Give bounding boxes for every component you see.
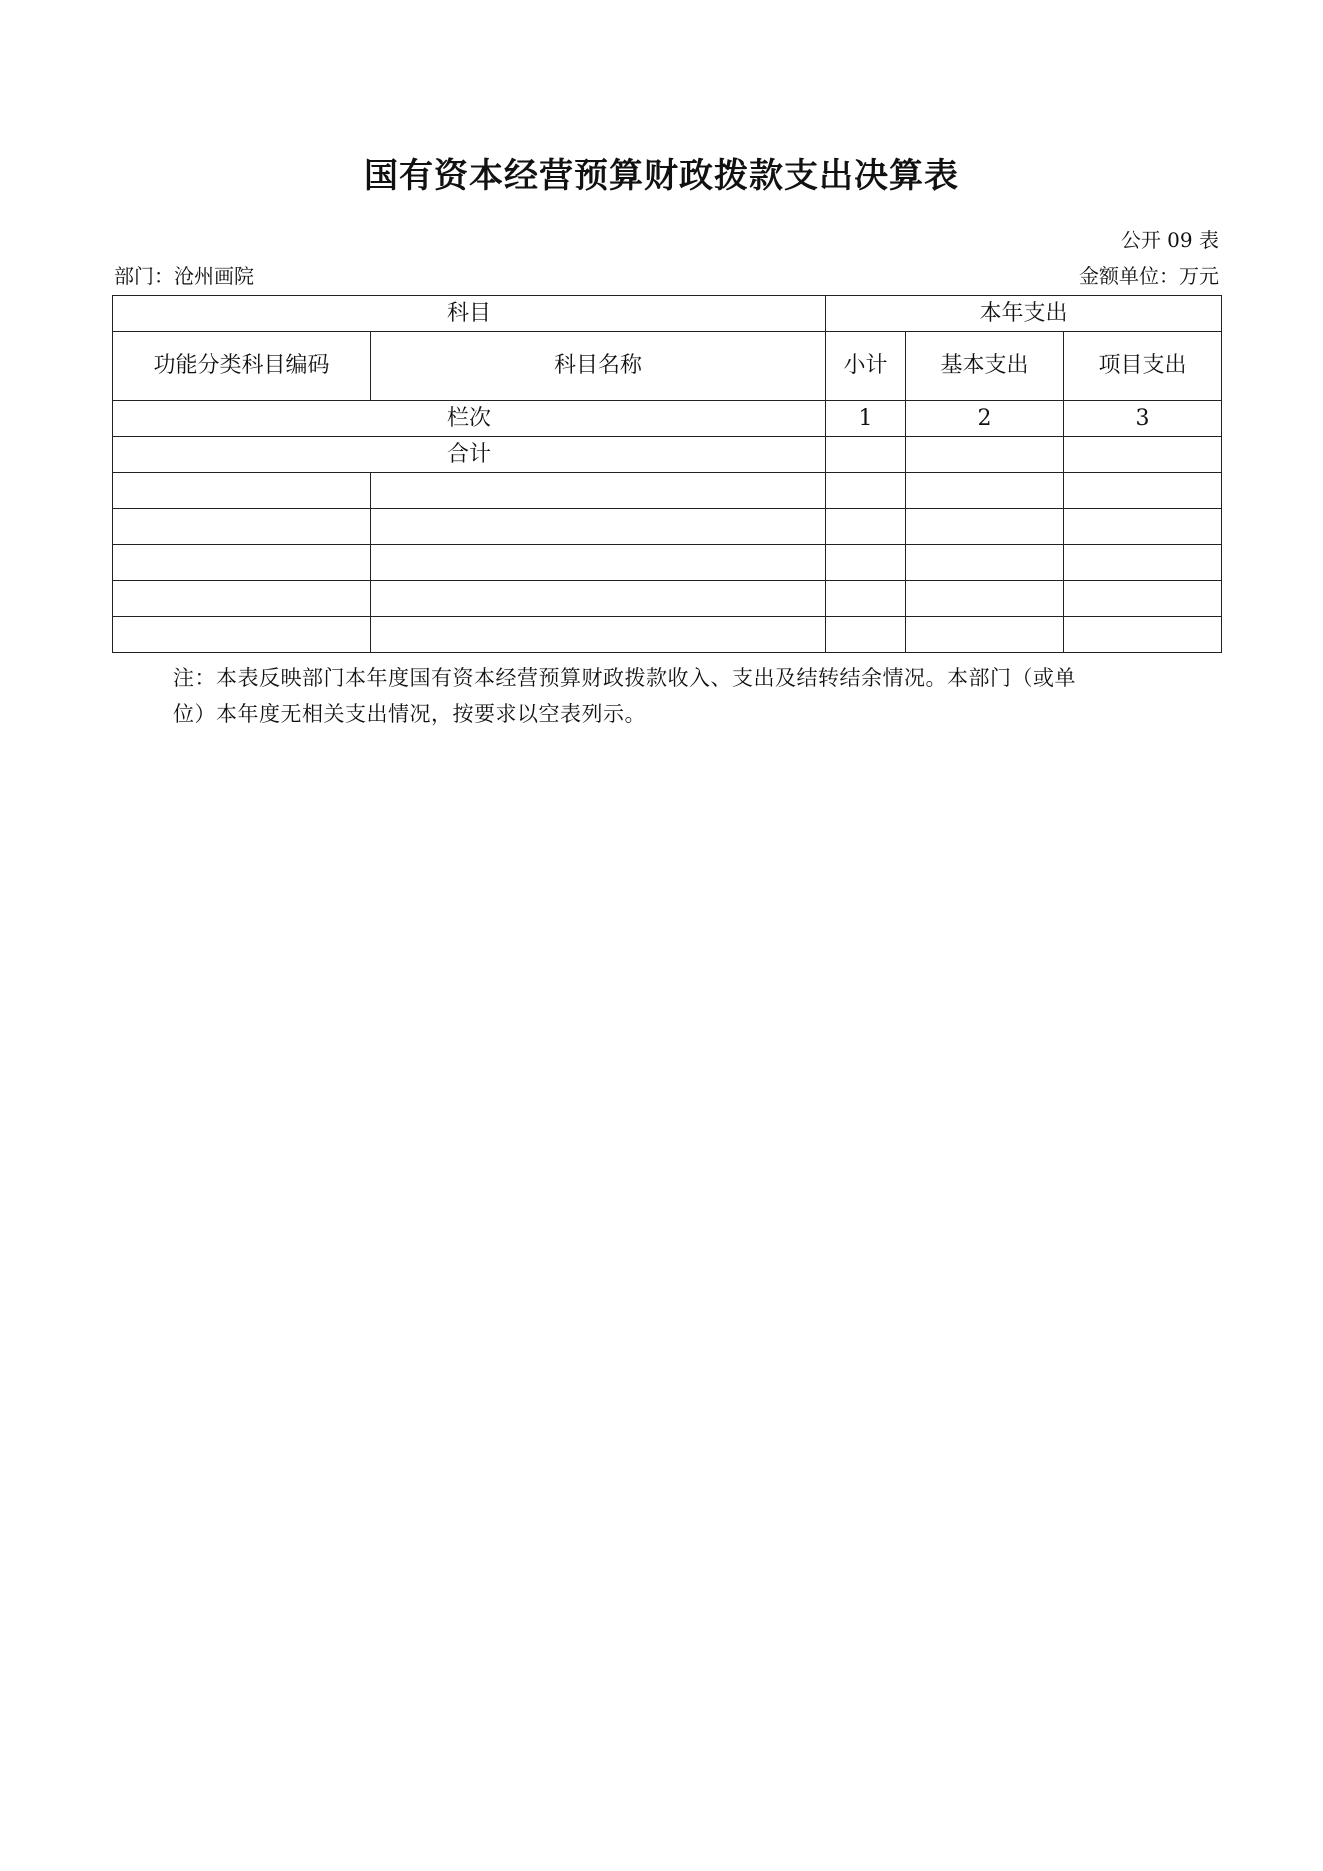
- col-header-name: 科目名称: [371, 332, 826, 401]
- cell-basic: [906, 473, 1064, 509]
- cell-project: [1064, 617, 1222, 653]
- col-header-basic: 基本支出: [906, 332, 1064, 401]
- column-index-1: 1: [826, 401, 906, 437]
- header-row-2: [113, 332, 1222, 401]
- cell-project: [1064, 473, 1222, 509]
- department-label: 部门：沧州画院: [114, 264, 254, 288]
- table-row: [113, 509, 1222, 545]
- cell-code: [113, 617, 371, 653]
- cell-project: [1064, 509, 1222, 545]
- total-subtotal-cell: [826, 437, 906, 473]
- cell-name: [371, 545, 826, 581]
- cell-code: [113, 473, 371, 509]
- cell-code: [113, 545, 371, 581]
- total-project-cell: [1064, 437, 1222, 473]
- note-line-2: 位）本年度无相关支出情况，按要求以空表列示。: [173, 702, 646, 726]
- cell-subtotal: [826, 545, 906, 581]
- column-index-3: 3: [1064, 401, 1222, 437]
- total-basic-cell: [906, 437, 1064, 473]
- column-index-2: 2: [906, 401, 1064, 437]
- page-title: 国有资本经营预算财政拨款支出决算表: [364, 156, 959, 196]
- cell-basic: [906, 545, 1064, 581]
- amount-unit-label: 金额单位：万元: [1079, 264, 1219, 288]
- col-header-code: 功能分类科目编码: [113, 332, 371, 401]
- column-index-row: [113, 401, 1222, 437]
- table-note: [173, 660, 1173, 732]
- table-row: [113, 545, 1222, 581]
- cell-name: [371, 581, 826, 617]
- table-row: [113, 617, 1222, 653]
- note-line-1: 注：本表反映部门本年度国有资本经营预算财政拨款收入、支出及结转结余情况。本部门（或单: [173, 666, 1076, 690]
- column-index-label: 栏次: [113, 401, 826, 437]
- cell-name: [371, 509, 826, 545]
- cell-basic: [906, 581, 1064, 617]
- header-subject: 科目: [113, 296, 826, 332]
- cell-basic: [906, 617, 1064, 653]
- cell-name: [371, 473, 826, 509]
- table-row: [113, 581, 1222, 617]
- cell-name: [371, 617, 826, 653]
- form-number: 公开 09 表: [1120, 228, 1219, 252]
- cell-project: [1064, 545, 1222, 581]
- cell-code: [113, 581, 371, 617]
- col-header-subtotal: 小计: [826, 332, 906, 401]
- cell-project: [1064, 581, 1222, 617]
- total-row: [113, 437, 1222, 473]
- cell-subtotal: [826, 617, 906, 653]
- header-row-1: [113, 296, 1222, 332]
- cell-subtotal: [826, 509, 906, 545]
- header-expenditure: 本年支出: [826, 296, 1222, 332]
- cell-subtotal: [826, 581, 906, 617]
- cell-subtotal: [826, 473, 906, 509]
- col-header-project: 项目支出: [1064, 332, 1222, 401]
- table-row: [113, 473, 1222, 509]
- budget-table: [112, 295, 1222, 653]
- total-label: 合计: [113, 437, 826, 473]
- cell-basic: [906, 509, 1064, 545]
- cell-code: [113, 509, 371, 545]
- meta-row: [112, 262, 1219, 290]
